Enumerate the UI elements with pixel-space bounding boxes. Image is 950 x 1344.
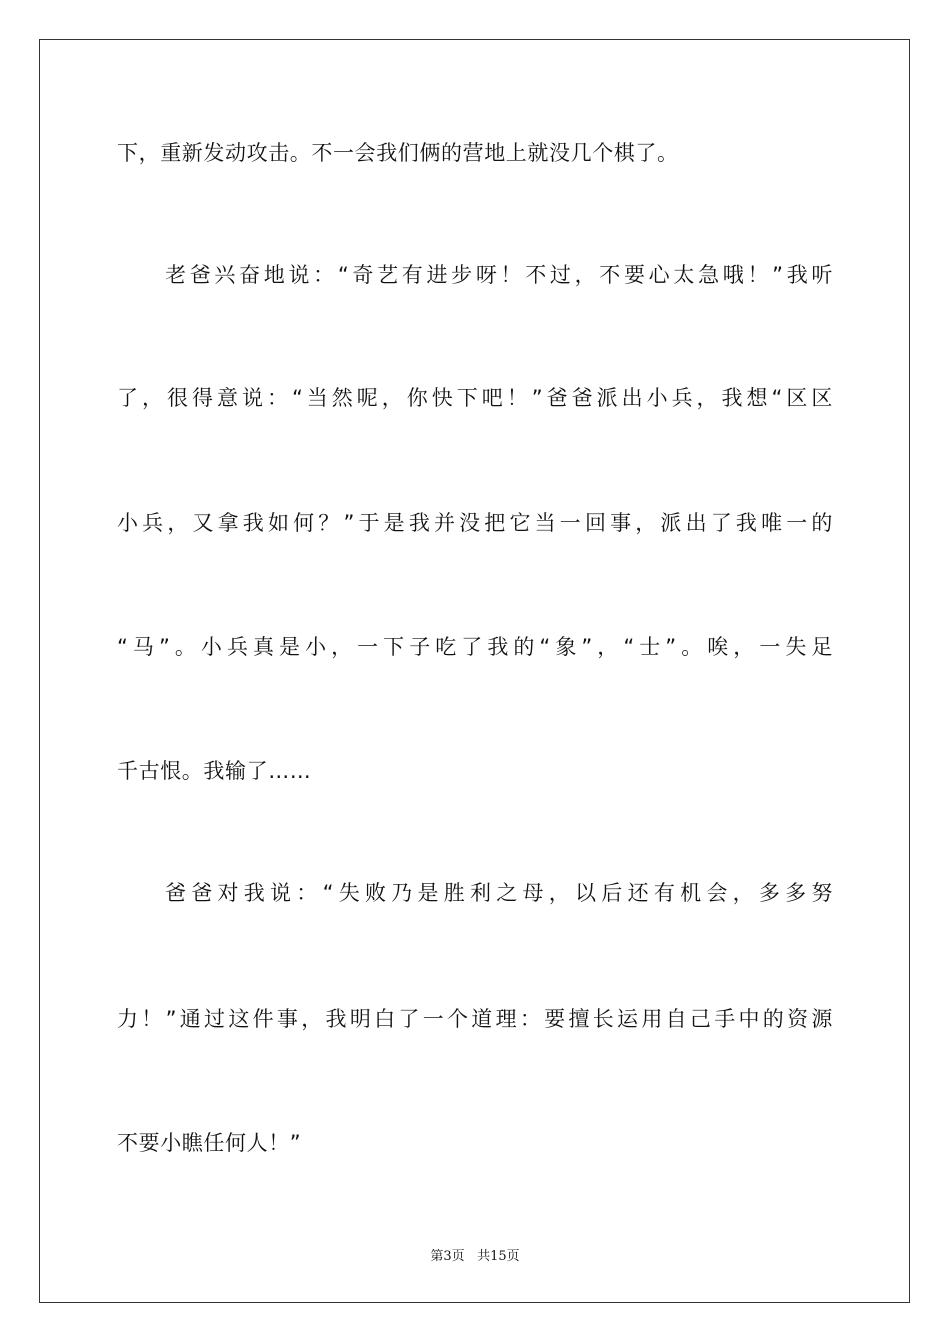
page-footer	[0, 1248, 950, 1266]
text-line-6: 千古恨。我输了……	[117, 759, 312, 783]
text-line-4: 小兵，又拿我如何？”于是我并没把它当一回事，派出了我唯一的	[117, 511, 833, 535]
total-pages: 共15页	[477, 1249, 520, 1264]
text-line-3: 了，很得意说：“当然呢，你快下吧！”爸爸派出小兵，我想“区区	[117, 386, 833, 410]
page-border	[39, 39, 910, 1303]
text-line-7: 爸爸对我说：“失败乃是胜利之母，以后还有机会，多多努	[165, 881, 833, 905]
text-line-2: 老爸兴奋地说：“奇艺有进步呀！不过，不要心太急哦！”我听	[165, 263, 833, 287]
text-line-9: 不要小瞧任何人！”	[117, 1131, 302, 1155]
text-line-1: 下，重新发动攻击。不一会我们俩的营地上就没几个棋了。	[117, 141, 679, 165]
text-line-5: “马”。小兵真是小，一下子吃了我的“象”，“士”。唉，一失足	[117, 635, 833, 659]
text-line-8: 力！”通过这件事，我明白了一个道理：要擅长运用自己手中的资源	[117, 1007, 833, 1031]
page-number: 第3页	[430, 1249, 465, 1264]
